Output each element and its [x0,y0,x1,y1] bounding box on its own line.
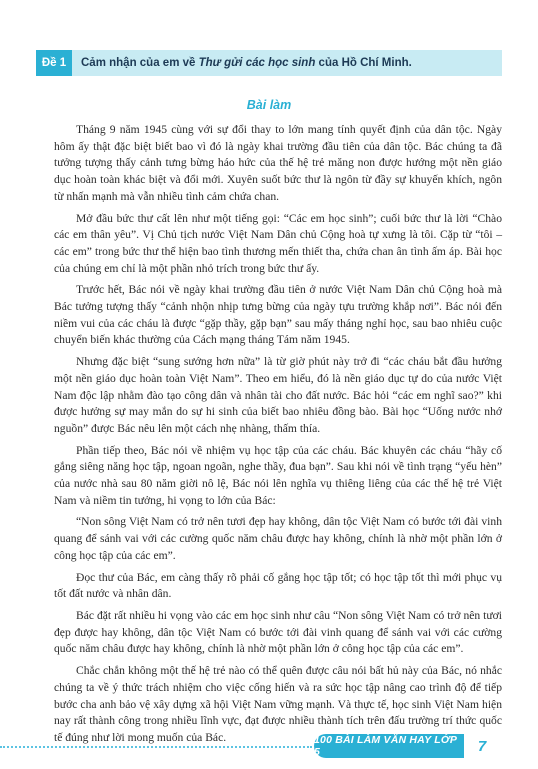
quote-paragraph: “Non sông Việt Nam có trở nên tươi đẹp hay không, dân tộc Việt Nam có bước tới đài vinh quang để sánh vai với các cường quốc năm châu được hay không, chính là nhờ một phần lớn ở công học tập của các em”. [54,515,502,562]
paragraph: Mở đầu bức thư cất lên như một tiếng gọi: “Các em học sinh”; cuối bức thư là lời “Chào các em thân yêu”. Vị Chủ tịch nước Việt Nam Dân chủ Cộng hoà tự xưng là tôi. Cặp từ “tôi – các em” trong bức thư thể hiện bao tình thương mến thiết tha, chứa chan ân tình ấm áp. Bài học của chúng em chỉ là một phần nhỏ trích trong bức thư ấy. [54,211,502,275]
topic-prefix: Cảm nhận của em về [81,57,199,69]
paragraph: Chắc chắn không một thế hệ trẻ nào có thể quên được câu nói bất hủ này của Bác, nó nhắc chúng ta về ý thức trách nhiệm cho việc cống hiến và ra sức học tập nâng cao trình độ để tiếp bước cha anh bảo vệ xây dựng xã hội Việt Nam vững mạnh. Và thực tế, học sinh Việt Nam hiện nay rất thành công trong nhiều lĩnh vực, đạt được nhiều thành tích trên đấu trường trí thức quốc tế đúng như lời mong muốn của Bác. [54,664,502,744]
essay-body [54,122,502,747]
topic-suffix: của Hồ Chí Minh. [315,57,412,69]
footer-dotted-line [0,746,312,748]
paragraph: Trước hết, Bác nói về ngày khai trường đầu tiên ở nước Việt Nam Dân chủ Cộng hoà mà Bác tưởng tượng thấy “cảnh nhộn nhịp tưng bừng của ngày tựu trường khắp nơi”. Bác nói đến niềm vui của các cháu là được “gặp thầy, gặp bạn” sau mấy tháng nghỉ học, sau bao nhiêu cuộc chuyển biến khác thường của Cách mạng tháng Tám năm 1945. [54,283,502,347]
topic-prompt [72,57,412,69]
footer-book-title: 100 BÀI LÀM VĂN HAY LỚP 5 [314,734,464,758]
topic-label: Đề 1 [36,50,72,76]
essay-heading: Bài làm [246,98,292,112]
page-number: 7 [477,737,487,755]
paragraph: Bác đặt rất nhiều hi vọng vào các em học sinh như câu “Non sông Việt Nam có trở nên tươi đẹp được hay không, dân tộc Việt Nam có bước tới đài vinh quang để sánh vai với các cường quốc năm châu được hay không, chính là nhờ một phần lớn ở công học tập của các em”. [54,608,502,656]
paragraph: Đọc thư của Bác, em càng thấy rõ phải cố gắng học tập tốt; có học tập tốt thì mới phục vụ tốt đất nước và nhân dân. [54,570,502,601]
paragraph: Tháng 9 năm 1945 cùng với sự đổi thay to lớn mang tính quyết định của dân tộc. Ngày hôm ấy thật đặc biệt biết bao vì đó là ngày khai trường đầu tiên của dân tộc. Bác chúng ta đã tưởng tượng thấy cảnh tưng bừng háo hức của thế hệ trẻ măng non được hướng một nền giáo dục hoàn toàn khác biệt và đổi mới. Xuyên suốt bức thư là ngôn từ đầy sự khuyến khích, ngôn từ nhấn mạnh mà vẫn nhiều tình cảm chứa chan. [54,123,502,203]
topic-bar [36,50,502,76]
paragraph: Nhưng đặc biệt “sung sướng hơn nữa” là từ giờ phút này trở đi “các cháu bắt đầu hưởng một nền giáo dục hoàn toàn Việt Nam”. Theo em hiểu, đó là nền giáo dục tự do của nước Việt Nam độc lập nhằm đào tạo công dân và nhân tài cho đất nước. Bác hỏi “các em nghĩ sao?” khi được hưởng sự may mắn do sự hi sinh của biết bao nhiêu đồng bào. Bài học “Uống nước nhớ nguồn” được Bác nêu lên một cách nhẹ nhàng, thấm thía. [54,355,502,435]
paragraph: Phần tiếp theo, Bác nói về nhiệm vụ học tập của các cháu. Bác khuyên các cháu “hãy cố gắng siêng năng học tập, ngoan ngoãn, nghe thầy, đua bạn”. Sau khi nói về tình trạng “yếu hèn” của nước nhà sau 80 năm giời nô lệ, Bác nói lên nghĩa vụ thiêng liêng của các thế hệ trẻ Việt Nam và niềm tin tưởng, hi vọng to lớn của Bác: [54,443,502,507]
work-title: Thư gửi các học sinh [198,57,316,69]
